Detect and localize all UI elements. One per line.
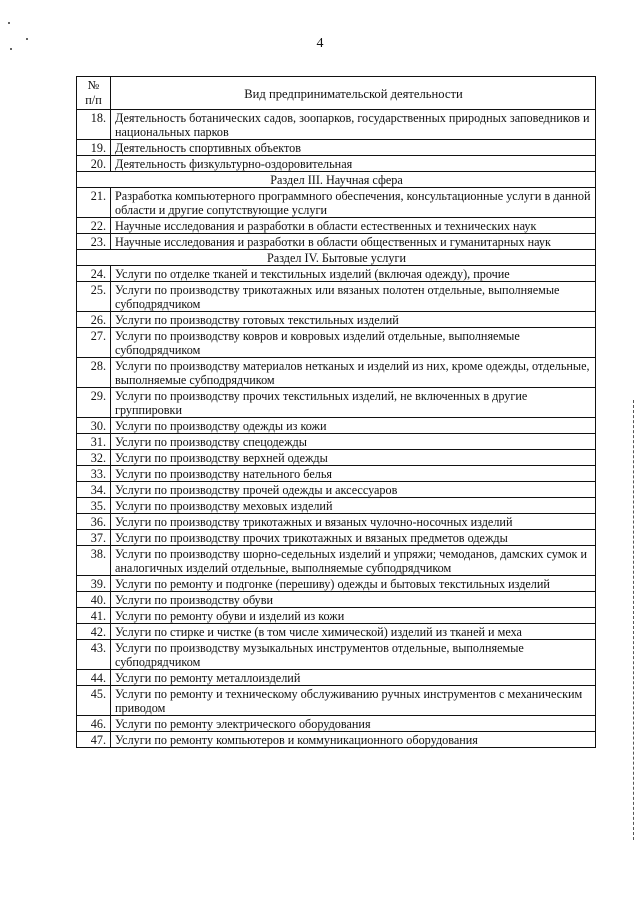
- row-number: 44.: [77, 670, 111, 686]
- row-number: 34.: [77, 482, 111, 498]
- row-number: 45.: [77, 686, 111, 716]
- row-number: 36.: [77, 514, 111, 530]
- row-number: 33.: [77, 466, 111, 482]
- table-row: [77, 670, 596, 686]
- table-row: [77, 716, 596, 732]
- table-row: [77, 514, 596, 530]
- activity-description: Услуги по производству спецодежды: [111, 434, 596, 450]
- row-number: 46.: [77, 716, 111, 732]
- activity-description: Деятельность спортивных объектов: [111, 140, 596, 156]
- table-row: [77, 266, 596, 282]
- activity-description: Услуги по производству шорно-седельных изделий и упряжи; чемоданов, дамских сумок и аналогичных изделий отдельные, выполняемые субподрядчиком: [111, 546, 596, 576]
- table-row: [77, 576, 596, 592]
- activity-description: Услуги по производству обуви: [111, 592, 596, 608]
- section-title: Раздел IV. Бытовые услуги: [77, 250, 596, 266]
- row-number: 19.: [77, 140, 111, 156]
- row-number: 47.: [77, 732, 111, 748]
- table-row: [77, 450, 596, 466]
- section-title: Раздел III. Научная сфера: [77, 172, 596, 188]
- activity-description: Услуги по производству ковров и ковровых изделий отдельные, выполняемые субподрядчиком: [111, 328, 596, 358]
- table-row: [77, 640, 596, 670]
- table-row: [77, 328, 596, 358]
- table-header-row: [77, 77, 596, 110]
- table-row: [77, 140, 596, 156]
- table-row: [77, 498, 596, 514]
- table-row: [77, 418, 596, 434]
- activity-description: Услуги по производству нательного белья: [111, 466, 596, 482]
- activity-description: Научные исследования и разработки в области общественных и гуманитарных наук: [111, 234, 596, 250]
- scan-edge-mark: [631, 400, 634, 840]
- table-row: [77, 546, 596, 576]
- row-number: 41.: [77, 608, 111, 624]
- activity-description: Услуги по производству прочих текстильных изделий, не включенных в другие группировки: [111, 388, 596, 418]
- activity-description: Услуги по ремонту электрического оборудования: [111, 716, 596, 732]
- activity-description: Услуги по производству трикотажных и вязаных чулочно-носочных изделий: [111, 514, 596, 530]
- activity-description: Услуги по производству музыкальных инструментов отдельные, выполняемые субподрядчиком: [111, 640, 596, 670]
- table-row: [77, 624, 596, 640]
- row-number: 21.: [77, 188, 111, 218]
- activity-description: Услуги по производству верхней одежды: [111, 450, 596, 466]
- row-number: 18.: [77, 110, 111, 140]
- row-number: 22.: [77, 218, 111, 234]
- activity-description: Услуги по производству прочей одежды и аксессуаров: [111, 482, 596, 498]
- table-row: [77, 388, 596, 418]
- table-row: [77, 218, 596, 234]
- activity-description: Услуги по производству материалов нетканых и изделий из них, кроме одежды, отдельные, выполняемые субподрядчиком: [111, 358, 596, 388]
- row-number: 26.: [77, 312, 111, 328]
- table-row: [77, 466, 596, 482]
- section-header-row: [77, 172, 596, 188]
- table-row: [77, 732, 596, 748]
- section-header-row: [77, 250, 596, 266]
- table-row: [77, 434, 596, 450]
- row-number: 28.: [77, 358, 111, 388]
- row-number: 40.: [77, 592, 111, 608]
- table-row: [77, 358, 596, 388]
- row-number: 27.: [77, 328, 111, 358]
- activity-description: Услуги по производству прочих трикотажных и вязаных предметов одежды: [111, 530, 596, 546]
- table-row: [77, 686, 596, 716]
- row-number: 31.: [77, 434, 111, 450]
- activity-description: Услуги по ремонту и подгонке (перешиву) одежды и бытовых текстильных изделий: [111, 576, 596, 592]
- table-row: [77, 282, 596, 312]
- activity-description: Услуги по ремонту металлоизделий: [111, 670, 596, 686]
- table-row: [77, 312, 596, 328]
- header-number-symbol: №: [87, 78, 100, 92]
- table-row: [77, 482, 596, 498]
- page-number: 4: [316, 36, 324, 51]
- table-row: [77, 608, 596, 624]
- table-row: [77, 188, 596, 218]
- row-number: 24.: [77, 266, 111, 282]
- row-number: 38.: [77, 546, 111, 576]
- activity-description: Услуги по отделке тканей и текстильных изделий (включая одежду), прочие: [111, 266, 596, 282]
- table-body: [77, 110, 596, 748]
- activities-table: [76, 76, 596, 748]
- row-number: 37.: [77, 530, 111, 546]
- header-activity-type: Вид предпринимательской деятельности: [111, 77, 596, 110]
- row-number: 43.: [77, 640, 111, 670]
- header-number-abbr: п/п: [85, 93, 102, 107]
- activity-description: Разработка компьютерного программного обеспечения, консультационные услуги в данной области и другие сопутствующие услуги: [111, 188, 596, 218]
- activity-description: Услуги по производству одежды из кожи: [111, 418, 596, 434]
- activity-description: Услуги по ремонту и техническому обслуживанию ручных инструментов с механическим приводом: [111, 686, 596, 716]
- activity-description: Услуги по стирке и чистке (в том числе химической) изделий из тканей и меха: [111, 624, 596, 640]
- row-number: 20.: [77, 156, 111, 172]
- table-row: [77, 156, 596, 172]
- table-row: [77, 530, 596, 546]
- activity-description: Услуги по производству меховых изделий: [111, 498, 596, 514]
- activity-description: Услуги по производству трикотажных или вязаных полотен отдельные, выполняемые субподрядчиком: [111, 282, 596, 312]
- table-row: [77, 234, 596, 250]
- activity-description: Деятельность физкультурно-оздоровительная: [111, 156, 596, 172]
- row-number: 25.: [77, 282, 111, 312]
- row-number: 30.: [77, 418, 111, 434]
- row-number: 32.: [77, 450, 111, 466]
- row-number: 39.: [77, 576, 111, 592]
- row-number: 23.: [77, 234, 111, 250]
- activity-description: Деятельность ботанических садов, зоопарков, государственных природных заповедников и национальных парков: [111, 110, 596, 140]
- activity-description: Услуги по ремонту компьютеров и коммуникационного оборудования: [111, 732, 596, 748]
- activity-description: Услуги по производству готовых текстильных изделий: [111, 312, 596, 328]
- table-row: [77, 110, 596, 140]
- activity-description: Услуги по ремонту обуви и изделий из кожи: [111, 608, 596, 624]
- row-number: 35.: [77, 498, 111, 514]
- activity-description: Научные исследования и разработки в области естественных и технических наук: [111, 218, 596, 234]
- header-number: [77, 77, 111, 110]
- row-number: 29.: [77, 388, 111, 418]
- table-row: [77, 592, 596, 608]
- row-number: 42.: [77, 624, 111, 640]
